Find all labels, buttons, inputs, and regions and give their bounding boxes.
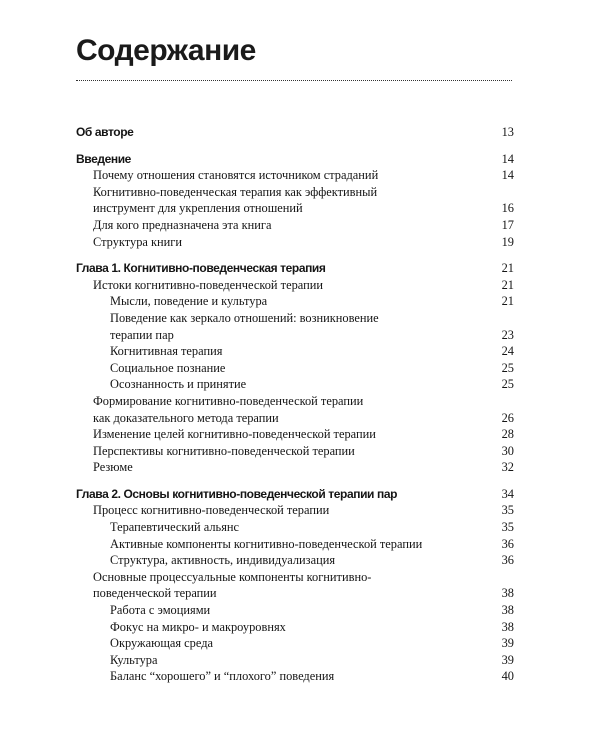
- toc-page-number: 19: [501, 234, 514, 249]
- toc-page-number: 36: [501, 553, 514, 568]
- toc-page-number: 38: [501, 603, 514, 618]
- toc-entry: [0, 652, 600, 669]
- toc-entry-title: Структура, активность, индивидуализация: [110, 553, 336, 568]
- toc-entry-title: Перспективы когнитивно-поведенческой терапии: [93, 443, 355, 458]
- toc-entry-title: Осознанность и принятие: [110, 377, 247, 392]
- toc-page-number: 24: [501, 344, 514, 359]
- toc-page-number: 30: [501, 443, 514, 458]
- toc-entry: [0, 343, 600, 360]
- toc-page-number: 16: [501, 201, 514, 216]
- toc-entry-title: Мысли, поведение и культура: [110, 294, 268, 309]
- toc-page-number: 40: [501, 669, 514, 684]
- toc-entry-title: Глава 2. Основы когнитивно-поведенческой терапии пар: [76, 486, 398, 501]
- toc-entry-title: Глава 1. Когнитивно-поведенческая терапия: [76, 261, 326, 276]
- toc-entry-title: Структура книги: [93, 234, 182, 249]
- toc-entry-title: Процесс когнитивно-поведенческой терапии: [93, 503, 330, 518]
- toc-entry: [0, 519, 600, 536]
- toc-entry-title: Поведение как зеркало отношений: возникновение терапии пар: [110, 310, 379, 342]
- toc-entry-title: Формирование когнитивно-поведенческой терапии как доказательного метода терапии: [93, 393, 364, 425]
- toc-page-number: 38: [501, 586, 514, 601]
- toc-entry: [0, 234, 600, 251]
- toc-entry: [0, 393, 600, 426]
- toc-entry-title: Культура: [110, 652, 158, 667]
- toc-entry-title: Основные процессуальные компоненты когнитивно- поведенческой терапии: [93, 569, 372, 601]
- toc-page-number: 39: [501, 636, 514, 651]
- toc-entry-title: Резюме: [93, 460, 133, 475]
- toc-page-number: 21: [501, 261, 514, 276]
- toc-entry: [0, 569, 600, 602]
- toc-entry: [0, 602, 600, 619]
- toc-entry-title: Работа с эмоциями: [110, 603, 211, 618]
- toc-page-number: 32: [501, 460, 514, 475]
- toc-page-number: 25: [501, 377, 514, 392]
- toc-entry: [0, 619, 600, 636]
- toc-page-number: 17: [501, 217, 514, 232]
- toc-entry-title: Введение: [76, 151, 131, 166]
- toc-page-number: 35: [501, 503, 514, 518]
- toc-entry-title: Окружающая среда: [110, 636, 214, 651]
- toc-entry: [0, 293, 600, 310]
- toc-page-number: 28: [501, 427, 514, 442]
- toc-entry: [0, 635, 600, 652]
- toc-entry: [0, 167, 600, 184]
- toc-page-number: 13: [501, 125, 514, 139]
- toc-entry: [0, 502, 600, 519]
- toc-entry-title: Об авторе: [76, 125, 134, 139]
- toc-page-number: 14: [501, 151, 514, 166]
- toc-entry: [0, 552, 600, 569]
- toc-page-number: 21: [501, 277, 514, 292]
- toc-page-number: 38: [501, 619, 514, 634]
- toc-chapter-entry: [0, 151, 600, 168]
- toc-entry: [0, 459, 600, 476]
- toc-page-number: 34: [501, 486, 514, 501]
- toc-page-number: 21: [501, 294, 514, 309]
- toc-page-number: 23: [501, 327, 514, 342]
- toc-entry: [0, 376, 600, 393]
- toc-chapter-entry: [0, 124, 600, 141]
- toc-page-number: 25: [501, 360, 514, 375]
- toc-entry: [0, 443, 600, 460]
- toc-page-number: 14: [501, 168, 514, 183]
- toc-entry-title: Социальное познание: [110, 360, 226, 375]
- toc-chapter-entry: [0, 260, 600, 277]
- toc-entry-title: Для кого предназначена эта книга: [93, 217, 272, 232]
- toc-entry-title: Когнитивная терапия: [110, 344, 223, 359]
- toc-entry: [0, 360, 600, 377]
- toc-page-number: 26: [501, 410, 514, 425]
- toc-page-number: 39: [501, 652, 514, 667]
- toc-page-number: 35: [501, 520, 514, 535]
- toc-entry: [0, 184, 600, 217]
- toc-entry-title: Фокус на микро- и макроуровнях: [110, 619, 286, 634]
- toc-entry: [0, 310, 600, 343]
- table-of-contents: [0, 124, 600, 685]
- toc-entry: [0, 426, 600, 443]
- toc-entry: [0, 217, 600, 234]
- toc-entry-title: Истоки когнитивно-поведенческой терапии: [93, 277, 323, 292]
- toc-page-number: 36: [501, 536, 514, 551]
- toc-entry-title: Изменение целей когнитивно-поведенческой терапии: [93, 427, 376, 442]
- toc-entry-title: Терапевтический альянс: [110, 520, 240, 535]
- toc-chapter-entry: [0, 486, 600, 503]
- toc-entry: [0, 536, 600, 553]
- toc-entry-title: Баланс “хорошего” и “плохого” поведения: [110, 669, 335, 684]
- toc-entry-title: Когнитивно-поведенческая терапия как эффективный инструмент для укрепления отношений: [93, 184, 378, 216]
- toc-entry-title: Почему отношения становятся источником страданий: [93, 168, 379, 183]
- toc-entry: [0, 277, 600, 294]
- page-title: Содержание: [76, 34, 256, 67]
- title-divider: [76, 80, 512, 81]
- toc-entry: [0, 668, 600, 685]
- toc-entry-title: Активные компоненты когнитивно-поведенческой терапии: [110, 536, 423, 551]
